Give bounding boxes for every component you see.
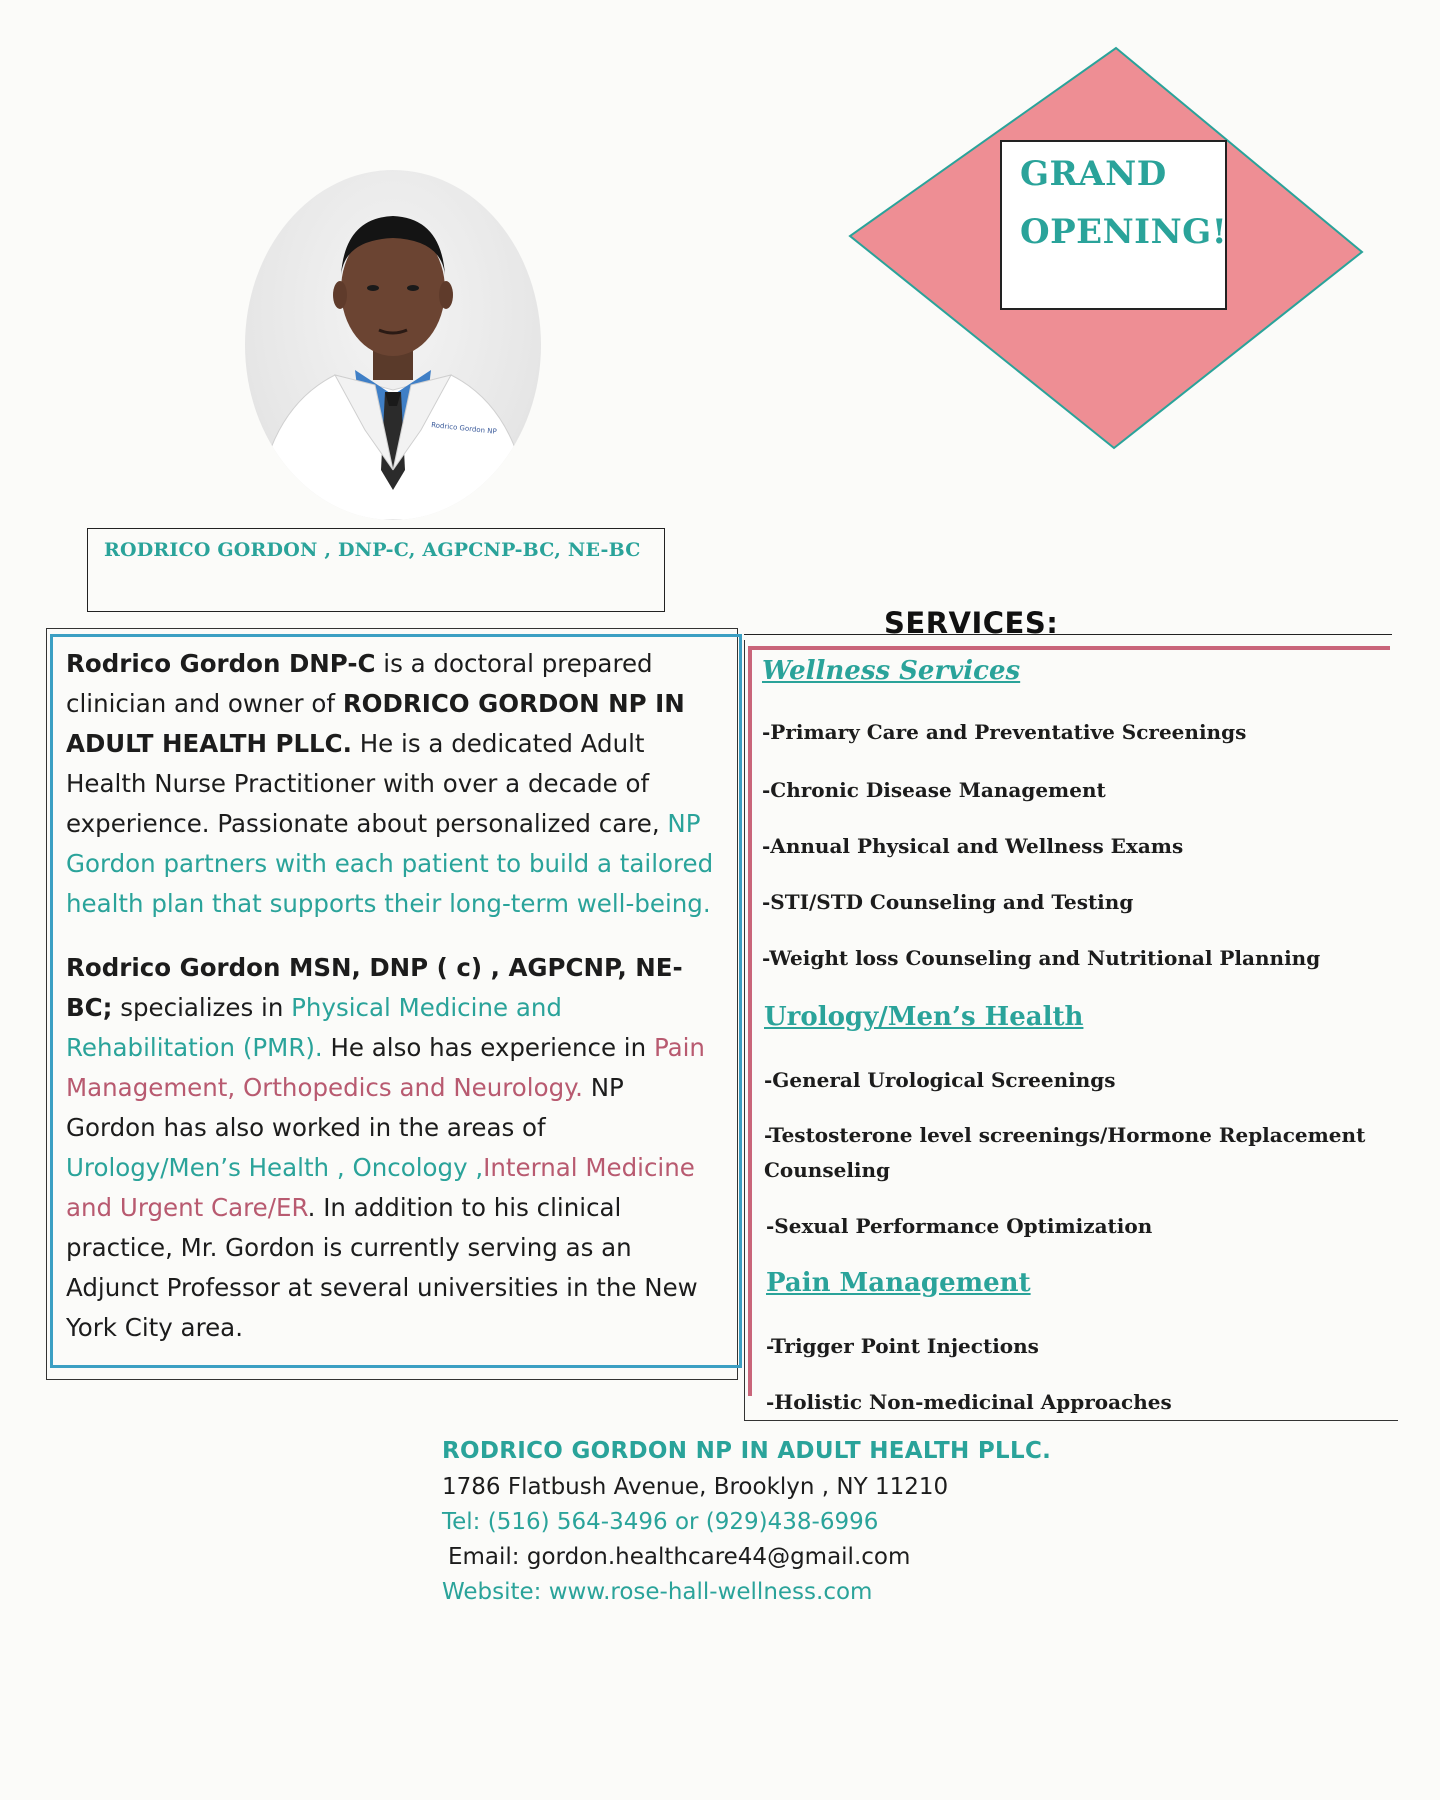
service-item: -General Urological Screenings bbox=[764, 1068, 1116, 1092]
footer-phone[interactable]: Tel: (516) 564-3496 or (929)438-6996 bbox=[442, 1509, 879, 1535]
services-divider bbox=[744, 634, 1392, 635]
name-credentials-box bbox=[87, 528, 665, 612]
footer-address: 1786 Flatbush Avenue, Brooklyn , NY 11210 bbox=[442, 1474, 949, 1500]
bio-name-bold: Rodrico Gordon DNP-C bbox=[66, 649, 376, 678]
bio-paragraph-2 bbox=[66, 948, 720, 1348]
services-border-left bbox=[744, 640, 745, 1420]
bio-paragraph-1 bbox=[66, 644, 720, 924]
grand-opening-line1: GRAND bbox=[1020, 154, 1167, 194]
pain-management-title: Pain Management bbox=[766, 1268, 1031, 1298]
bio-practice-bold: RODRICO GORDON NP IN ADULT HEALTH PLLC. bbox=[66, 689, 685, 758]
footer-email[interactable]: Email: gordon.healthcare44@gmail.com bbox=[448, 1544, 911, 1570]
footer-company: RODRICO GORDON NP IN ADULT HEALTH PLLC. bbox=[442, 1438, 1052, 1464]
service-item: -STI/STD Counseling and Testing bbox=[762, 890, 1134, 914]
service-item: -Annual Physical and Wellness Exams bbox=[762, 834, 1184, 858]
bio-highlight-teal: Urology/Men’s Health , Oncology , bbox=[66, 1153, 484, 1182]
service-item: -Sexual Performance Optimization bbox=[766, 1214, 1153, 1238]
urology-title: Urology/Men’s Health bbox=[764, 1002, 1084, 1032]
bio-highlight-rose: Pain Management, Orthopedics and Neurology. bbox=[66, 1033, 705, 1102]
services-heading: SERVICES: bbox=[884, 606, 1059, 640]
service-item: -Weight loss Counseling and Nutritional Planning bbox=[762, 946, 1321, 970]
grand-opening-line2: OPENING! bbox=[1020, 212, 1228, 252]
service-item: -Testosterone level screenings/Hormone Replacement Counseling bbox=[764, 1123, 1366, 1182]
doctor-portrait bbox=[245, 170, 541, 520]
service-item: -Chronic Disease Management bbox=[762, 778, 1106, 802]
bio-highlight-teal: NP Gordon partners with each patient to build a tailored health plan that supports their long-term well-being. bbox=[66, 809, 714, 918]
footer-website[interactable]: Website: www.rose-hall-wellness.com bbox=[442, 1579, 873, 1605]
bio-credentials-bold: Rodrico Gordon MSN, DNP ( c) , AGPCNP, NE-BC; bbox=[66, 953, 683, 1022]
bio-text: specializes in bbox=[112, 993, 292, 1022]
bio-text: He is a dedicated Adult Health Nurse Practitioner with over a decade of experience. Passionate about personalized care, bbox=[66, 729, 668, 838]
bio-text: is a doctoral prepared clinician and owner of bbox=[66, 649, 653, 718]
bio-text: . In addition to his clinical practice, Mr. Gordon is currently serving as an Adjunct Professor at several universities in the New York City area. bbox=[66, 1193, 698, 1342]
services-border-bottom bbox=[744, 1420, 1398, 1421]
grand-opening-box bbox=[1000, 140, 1227, 310]
bio-highlight-rose: Internal Medicine and Urgent Care/ER bbox=[66, 1153, 695, 1222]
service-item: -Holistic Non-medicinal Approaches bbox=[766, 1390, 1172, 1414]
service-item: -Primary Care and Preventative Screenings bbox=[762, 720, 1247, 744]
bio-highlight-teal: Physical Medicine and Rehabilitation (PMR). bbox=[66, 993, 562, 1062]
doctor-portrait-illustration bbox=[245, 170, 541, 520]
service-item: -Trigger Point Injections bbox=[766, 1334, 1039, 1358]
bio-text: NP Gordon has also worked in the areas of bbox=[66, 1073, 624, 1142]
coat-embroidery: Rodrico Gordon NP bbox=[430, 421, 498, 436]
wellness-services-title: Wellness Services bbox=[762, 656, 1021, 686]
name-credentials: RODRICO GORDON , DNP-C, AGPCNP-BC, NE-BC bbox=[104, 539, 641, 561]
bio-text: He also has experience in bbox=[322, 1033, 654, 1062]
